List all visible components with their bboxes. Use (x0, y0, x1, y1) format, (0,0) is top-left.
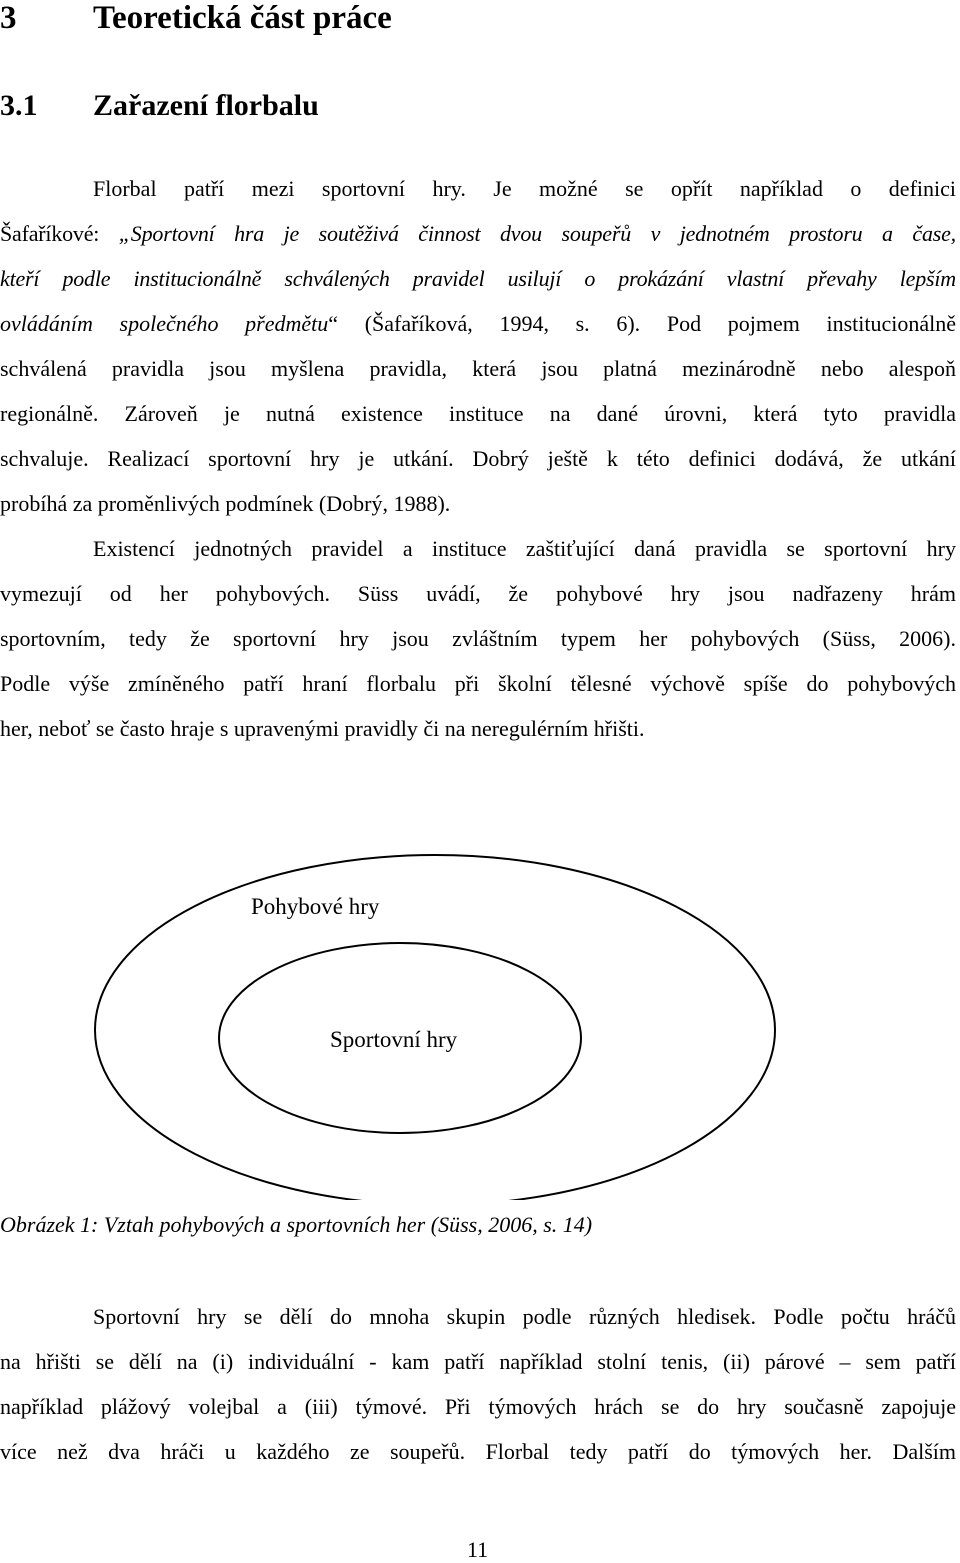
chapter-heading (0, 0, 392, 36)
paragraph-1-line-6: regionálně. Zároveň je nutná existence instituce na dané úrovni, která tyto pravidla (0, 401, 956, 426)
section-number: 3.1 (0, 89, 38, 122)
definition-quote-start: „Sportovní hra je soutěživá činnost dvou soupeřů v jednotném prostoru a čase, (118, 221, 956, 246)
figure-caption: Obrázek 1: Vztah pohybových a sportovních her (Süss, 2006, s. 14) (0, 1212, 593, 1237)
paragraph-1-line-8: probíhá za proměnlivých podmínek (Dobrý, 1988). (0, 491, 451, 516)
paragraph-1-line-5: schválená pravidla jsou myšlena pravidla, která jsou platná mezinárodně nebo alespoň (0, 356, 956, 381)
paragraph-3-line-2: na hřišti se dělí na (i) individuální - kam patří například stolní tenis, (ii) párové – sem patří (0, 1349, 956, 1374)
paragraph-3-line-3: například plážový volejbal a (iii) týmové. Při týmových hrách se do hry současně zapojuje (0, 1394, 956, 1419)
paragraph-3-line-1: Sportovní hry se dělí do mnoha skupin podle různých hledisek. Podle počtu hráčů (93, 1304, 956, 1329)
paragraph-1-line-3: kteří podle institucionálně schválených pravidel usilují o prokázání vlastní převahy lepším (0, 266, 956, 291)
paragraph-1-line-7: schvaluje. Realizací sportovní hry je utkání. Dobrý ještě k této definici dodává, že utkání (0, 446, 956, 471)
section-heading (0, 88, 319, 124)
author-name: Šafaříkové: (0, 221, 119, 246)
definition-quote-end: ovládáním společného předmětu (0, 311, 329, 336)
diagram-ellipses (0, 800, 960, 1200)
outer-ellipse-label: Pohybové hry (251, 894, 380, 919)
paragraph-1-line-4 (0, 310, 956, 338)
inner-ellipse-label: Sportovní hry (330, 1027, 458, 1052)
paragraph-1-line-1: Florbal patří mezi sportovní hry. Je možné se opřít například o definici (93, 176, 956, 201)
paragraph-2-line-3: sportovním, tedy že sportovní hry jsou zvláštním typem her pohybových (Süss, 2006). (0, 626, 956, 651)
paragraph-2-line-4: Podle výše zmíněného patří hraní florbalu při školní tělesné výchově spíše do pohybových (0, 671, 956, 696)
paragraph-3-line-4: více než dva hráči u každého ze soupeřů. Florbal tedy patří do týmových her. Dalším (0, 1439, 956, 1464)
venn-diagram (0, 800, 960, 1200)
citation: “ (Šafaříková, 1994, s. 6). Pod pojmem institucionálně (328, 311, 957, 336)
paragraph-2-line-5: her, neboť se často hraje s upravenými pravidly či na neregulérním hřišti. (0, 716, 645, 741)
chapter-number: 3 (0, 0, 17, 36)
chapter-title: Teoretická část práce (93, 0, 392, 36)
paragraph-1-line-2 (0, 220, 956, 248)
paragraph-2-line-1: Existencí jednotných pravidel a instituce zaštiťující daná pravidla se sportovní hry (93, 536, 956, 561)
paragraph-2-line-2: vymezují od her pohybových. Süss uvádí, že pohybové hry jsou nadřazeny hrám (0, 581, 956, 606)
page-number: 11 (467, 1537, 489, 1562)
section-title: Zařazení florbalu (93, 89, 319, 122)
